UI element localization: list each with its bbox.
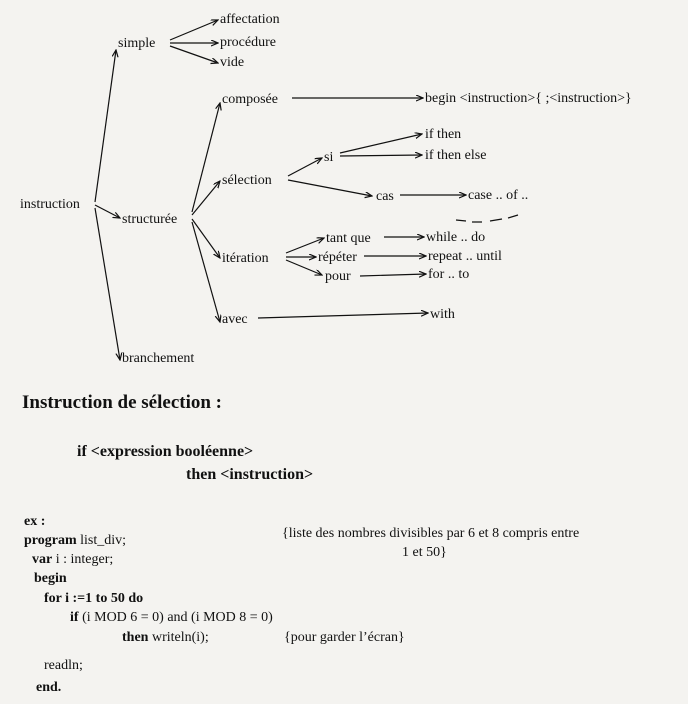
node-affectation: affectation: [220, 12, 280, 27]
node-procedure: procédure: [220, 35, 276, 50]
node-avec: avec: [222, 312, 248, 327]
comment-screen: {pour garder l’écran}: [284, 630, 405, 645]
edge-si-ifthen: [340, 134, 422, 153]
node-case-of: case .. of ..: [468, 188, 529, 203]
node-vide: vide: [220, 55, 245, 70]
edge-selection-cas: [288, 180, 372, 196]
edge-instruction-structuree: [95, 205, 120, 218]
comment-list-line-1: {liste des nombres divisibles par 6 et 8 compris entre: [282, 526, 580, 541]
if-condition: (i MOD 6 = 0) and (i MOD 8 = 0): [78, 610, 273, 625]
node-composee-def: begin <instruction>{ ;<instruction>}: [425, 91, 632, 106]
then-keyword: then: [122, 630, 149, 645]
edge-iteration-pour: [286, 260, 322, 275]
node-if-then-else: if then else: [425, 148, 487, 163]
node-repeat-until: repeat .. until: [428, 249, 502, 264]
node-branchement: branchement: [122, 351, 195, 366]
readln-line: readln;: [44, 658, 83, 673]
node-composee: composée: [222, 92, 278, 107]
var-line: [32, 552, 113, 568]
program-name: list_div;: [76, 533, 127, 548]
node-iteration: itération: [222, 251, 269, 266]
edge-si-ifthenelse: [340, 155, 422, 156]
pen-marks: [456, 215, 518, 222]
edge-pour-for: [360, 274, 426, 276]
syntax-line-2: then <instruction>: [186, 466, 314, 483]
node-repeter: répéter: [318, 250, 357, 265]
syntax-line-1: if <expression booléenne>: [77, 443, 254, 460]
if-keyword: if: [70, 610, 79, 625]
node-cas: cas: [376, 189, 394, 204]
edge-avec-with: [258, 313, 428, 318]
program-line: [24, 533, 126, 549]
if-line: [70, 610, 273, 626]
node-si: si: [324, 150, 334, 165]
node-while-do: while .. do: [426, 230, 486, 245]
node-with: with: [430, 307, 455, 322]
node-if-then: if then: [425, 127, 462, 142]
node-structuree: structurée: [122, 212, 178, 227]
var-keyword: var: [32, 552, 53, 567]
node-for-to: for .. to: [428, 267, 470, 282]
then-line: [122, 630, 209, 646]
end-line: end.: [36, 680, 62, 695]
then-statement: writeln(i);: [148, 630, 209, 645]
edge-simple-vide: [170, 46, 218, 63]
section-title: Instruction de sélection :: [22, 392, 223, 413]
var-declaration: i : integer;: [52, 552, 114, 567]
node-tant-que: tant que: [326, 231, 371, 246]
edge-instruction-simple: [95, 50, 116, 202]
edge-selection-si: [288, 158, 322, 176]
node-selection: sélection: [222, 173, 272, 188]
node-instruction: instruction: [20, 197, 80, 212]
edge-instruction-branchement: [95, 208, 120, 360]
begin-line: begin: [34, 571, 67, 586]
for-line: for i :=1 to 50 do: [44, 591, 144, 606]
node-simple: simple: [118, 36, 156, 51]
edge-structuree-avec: [192, 222, 220, 322]
ex-label: ex :: [24, 514, 46, 529]
program-keyword: program: [24, 533, 77, 548]
edge-simple-affectation: [170, 20, 218, 40]
edge-structuree-composee: [192, 103, 220, 212]
node-pour: pour: [325, 269, 351, 284]
comment-list-line-2: 1 et 50}: [402, 545, 447, 560]
